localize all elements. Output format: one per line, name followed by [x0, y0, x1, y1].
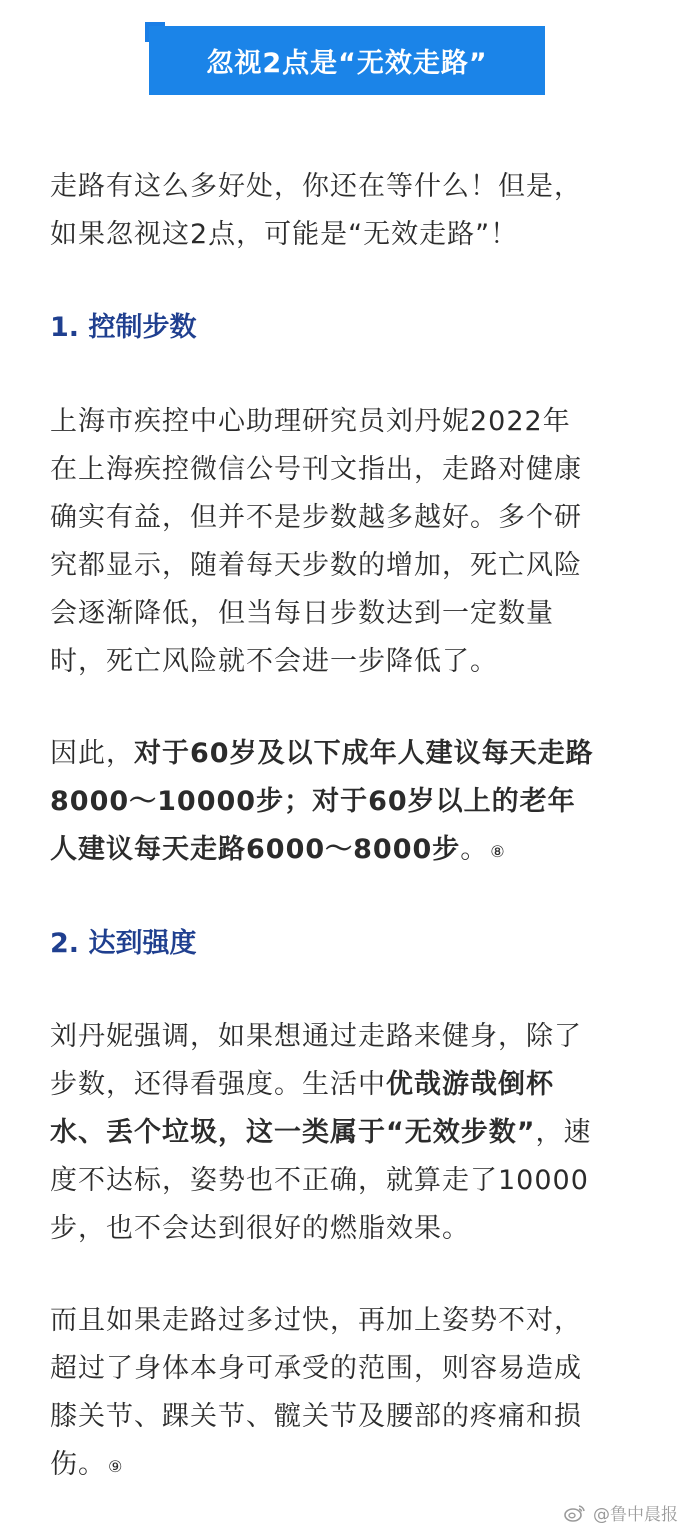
paragraph-line: 度不达标，姿势也不正确，就算走了10000 [50, 1165, 589, 1196]
normal-text: 步数，还得看强度。生活中 [50, 1069, 386, 1100]
intensity-paragraph [50, 1013, 650, 1253]
paragraph-line: 膝关节、踝关节、髋关节及腰部的疼痛和损 [50, 1401, 582, 1432]
paragraph-line: 时，死亡风险就不会进一步降低了。 [50, 646, 498, 677]
paragraph-line [50, 1441, 650, 1491]
bold-recommendation: 8000～10000步；对于60岁以上的老年 [50, 786, 576, 817]
paragraph-line [50, 730, 650, 778]
paragraph-line: 而且如果走路过多过快，再加上姿势不对， [50, 1305, 582, 1336]
section-heading-step-control: 1. 控制步数 [50, 312, 197, 343]
paragraph-line: 会逐渐降低，但当每日步数达到一定数量 [50, 598, 554, 629]
last-text: 伤。 [50, 1449, 106, 1480]
weibo-icon [563, 1503, 587, 1523]
watermark [563, 1500, 678, 1525]
banner-title: 忽视2点是“无效走路” [149, 26, 545, 95]
paragraph-line [50, 826, 650, 876]
paragraph-line: 究都显示，随着每天步数的增加，死亡风险 [50, 550, 582, 581]
suffix-text: 。 [460, 834, 489, 865]
section-title-banner [145, 22, 545, 95]
prefix-text: 因此， [50, 738, 134, 769]
bold-recommendation: 对于60岁及以下成年人建议每天走路 [134, 738, 594, 769]
paragraph-line: 超过了身体本身可承受的范围，则容易造成 [50, 1353, 582, 1384]
paragraph-line: 在上海疾控微信公号刊文指出，走路对健康 [50, 454, 582, 485]
step-recommendation-paragraph [50, 730, 650, 876]
paragraph-line [50, 1061, 650, 1109]
paragraph-line: 确实有益，但并不是步数越多越好。多个研 [50, 502, 582, 533]
step-control-paragraph [50, 398, 650, 686]
paragraph-line: 刘丹妮强调，如果想通过走路来健身，除了 [50, 1021, 582, 1052]
paragraph-line: 上海市疾控中心助理研究员刘丹妮2022年 [50, 406, 571, 437]
injury-paragraph [50, 1297, 650, 1491]
paragraph-line [50, 1109, 650, 1157]
watermark-text: @鲁中晨报 [593, 1505, 678, 1525]
paragraph-line: 步，也不会达到很好的燃脂效果。 [50, 1213, 470, 1244]
normal-text: ，速 [535, 1117, 592, 1148]
intro-line: 走路有这么多好处，你还在等什么！但是， [50, 171, 582, 202]
footnote-marker: ⑧ [490, 842, 506, 861]
intro-paragraph [50, 163, 650, 259]
bold-text: 优哉游哉倒杯 [386, 1069, 554, 1100]
section-heading-intensity: 2. 达到强度 [50, 928, 197, 959]
intro-line: 如果忽视这2点，可能是“无效走路”！ [50, 219, 519, 250]
bold-text: 水、丢个垃圾，这一类属于“无效步数” [50, 1117, 536, 1148]
bold-recommendation: 人建议每天走路6000～8000步 [50, 834, 461, 865]
footnote-marker: ⑨ [108, 1457, 124, 1476]
